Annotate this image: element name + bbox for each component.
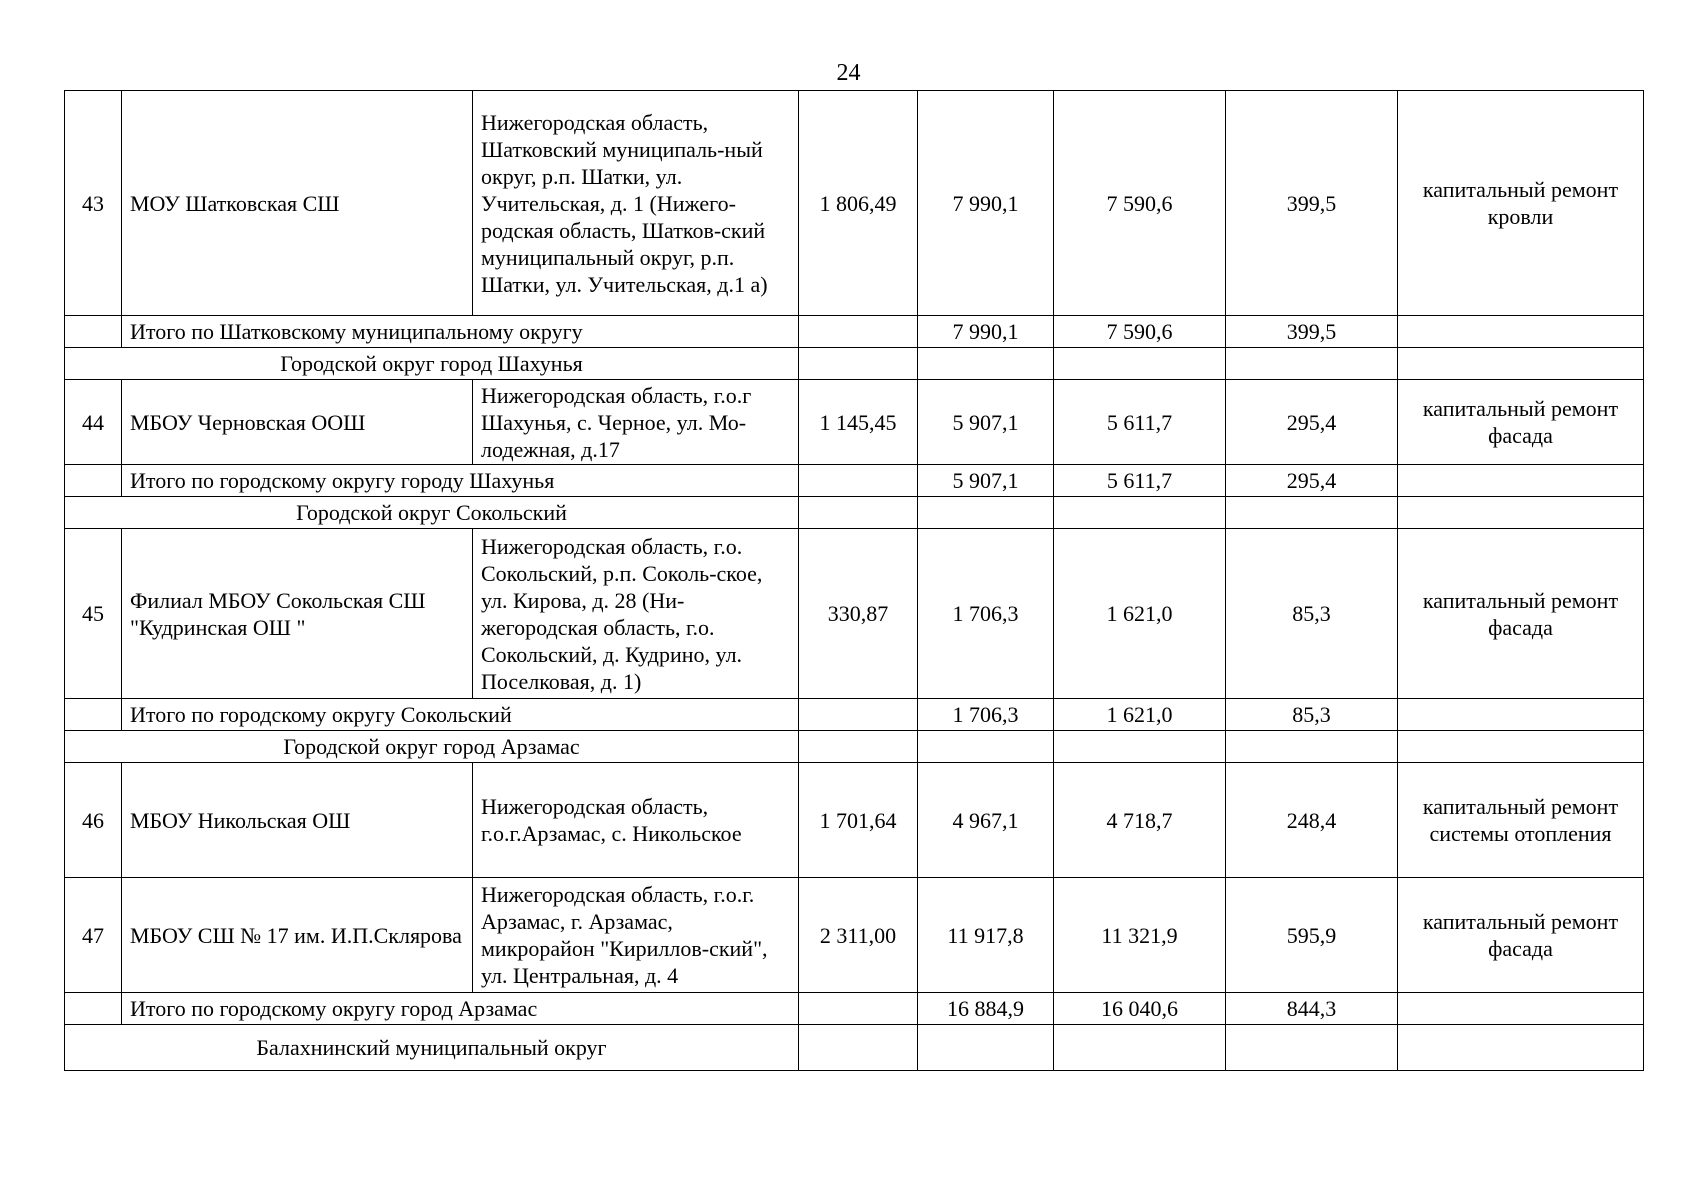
empty-cell [918, 731, 1054, 763]
value-1: 4 718,7 [1054, 763, 1226, 878]
empty-cell [1398, 1025, 1644, 1071]
row-number: 46 [65, 763, 122, 878]
empty-cell [799, 316, 918, 348]
empty-cell [1054, 731, 1226, 763]
area-value: 330,87 [799, 529, 918, 699]
total-value: 1 706,3 [918, 699, 1054, 731]
institution-name: МОУ Шатковская СШ [122, 91, 473, 316]
value-2: 844,3 [1226, 993, 1398, 1025]
value-1: 1 621,0 [1054, 699, 1226, 731]
area-value: 1 806,49 [799, 91, 918, 316]
section-label: Балахнинский муниципальный округ [65, 1025, 799, 1071]
empty-cell [799, 497, 918, 529]
subtotal-row [65, 316, 1644, 348]
value-2: 399,5 [1226, 91, 1398, 316]
section-header-row [65, 497, 1644, 529]
work-type: капитальный ремонт фасада [1398, 380, 1644, 465]
subtotal-label: Итого по городскому округу Сокольский [122, 699, 799, 731]
institution-name: Филиал МБОУ Сокольская СШ "Кудринская ОШ " [122, 529, 473, 699]
section-header-row [65, 731, 1644, 763]
institution-address: Нижегородская область, г.о. Сокольский, р.п. Соколь-ское, ул. Кирова, д. 28 (Ни-жегородская область, г.о. Сокольский, д. Кудрино, ул. Поселковая, д. 1) [473, 529, 799, 699]
value-2: 248,4 [1226, 763, 1398, 878]
value-2: 295,4 [1226, 465, 1398, 497]
empty-cell [1226, 1025, 1398, 1071]
area-value: 1 145,45 [799, 380, 918, 465]
total-value: 5 907,1 [918, 380, 1054, 465]
subtotal-label: Итого по городскому округу городу Шахунья [122, 465, 799, 497]
empty-cell [65, 316, 122, 348]
institution-address: Нижегородская область, г.о.г. Арзамас, г. Арзамас, микрорайон "Кириллов-ский", ул. Центральная, д. 4 [473, 878, 799, 993]
work-type: капитальный ремонт фасада [1398, 878, 1644, 993]
row-number: 44 [65, 380, 122, 465]
empty-cell [918, 348, 1054, 380]
value-1: 1 621,0 [1054, 529, 1226, 699]
section-header-row [65, 1025, 1644, 1071]
empty-cell [799, 993, 918, 1025]
page-number: 24 [836, 60, 861, 86]
empty-cell [799, 699, 918, 731]
empty-cell [1398, 731, 1644, 763]
empty-cell [1398, 497, 1644, 529]
value-1: 7 590,6 [1054, 316, 1226, 348]
empty-cell [65, 465, 122, 497]
empty-cell [918, 1025, 1054, 1071]
total-value: 11 917,8 [918, 878, 1054, 993]
empty-cell [65, 993, 122, 1025]
total-value: 5 907,1 [918, 465, 1054, 497]
empty-cell [918, 497, 1054, 529]
empty-cell [1398, 465, 1644, 497]
table-row [65, 763, 1644, 878]
section-label: Городской округ город Шахунья [65, 348, 799, 380]
value-1: 5 611,7 [1054, 380, 1226, 465]
area-value: 2 311,00 [799, 878, 918, 993]
subtotal-row [65, 699, 1644, 731]
empty-cell [1054, 497, 1226, 529]
empty-cell [65, 699, 122, 731]
work-type: капитальный ремонт фасада [1398, 529, 1644, 699]
value-2: 399,5 [1226, 316, 1398, 348]
empty-cell [1398, 316, 1644, 348]
value-1: 5 611,7 [1054, 465, 1226, 497]
value-1: 7 590,6 [1054, 91, 1226, 316]
table-row [65, 91, 1644, 316]
value-2: 85,3 [1226, 529, 1398, 699]
value-1: 11 321,9 [1054, 878, 1226, 993]
empty-cell [799, 465, 918, 497]
funding-table [64, 90, 1644, 1071]
empty-cell [1054, 1025, 1226, 1071]
empty-cell [1226, 497, 1398, 529]
value-2: 295,4 [1226, 380, 1398, 465]
table-row [65, 878, 1644, 993]
empty-cell [1226, 731, 1398, 763]
table-body [65, 91, 1644, 1071]
subtotal-label: Итого по Шатковскому муниципальному округу [122, 316, 799, 348]
total-value: 16 884,9 [918, 993, 1054, 1025]
value-1: 16 040,6 [1054, 993, 1226, 1025]
empty-cell [799, 731, 918, 763]
institution-address: Нижегородская область, г.о.г Шахунья, с. Черное, ул. Мо-лодежная, д.17 [473, 380, 799, 465]
total-value: 7 990,1 [918, 316, 1054, 348]
institution-address: Нижегородская область, г.о.г.Арзамас, с. Никольское [473, 763, 799, 878]
empty-cell [1398, 993, 1644, 1025]
row-number: 43 [65, 91, 122, 316]
row-number: 45 [65, 529, 122, 699]
empty-cell [1226, 348, 1398, 380]
institution-name: МБОУ СШ № 17 им. И.П.Склярова [122, 878, 473, 993]
empty-cell [1054, 348, 1226, 380]
total-value: 4 967,1 [918, 763, 1054, 878]
value-2: 595,9 [1226, 878, 1398, 993]
subtotal-row [65, 465, 1644, 497]
row-number: 47 [65, 878, 122, 993]
work-type: капитальный ремонт системы отопления [1398, 763, 1644, 878]
empty-cell [1398, 348, 1644, 380]
value-2: 85,3 [1226, 699, 1398, 731]
institution-name: МБОУ Черновская ООШ [122, 380, 473, 465]
total-value: 7 990,1 [918, 91, 1054, 316]
section-label: Городской округ город Арзамас [65, 731, 799, 763]
work-type: капитальный ремонт кровли [1398, 91, 1644, 316]
table-row [65, 529, 1644, 699]
table-row [65, 380, 1644, 465]
total-value: 1 706,3 [918, 529, 1054, 699]
subtotal-label: Итого по городскому округу город Арзамас [122, 993, 799, 1025]
subtotal-row [65, 993, 1644, 1025]
institution-address: Нижегородская область, Шатковский муниципаль-ный округ, р.п. Шатки, ул. Учительская, д. 1 (Нижего-родская область, Шатков-ский муниципальный округ, р.п. Шатки, ул. Учительская, д.1 а) [473, 91, 799, 316]
empty-cell [1398, 699, 1644, 731]
institution-name: МБОУ Никольская ОШ [122, 763, 473, 878]
section-label: Городской округ Сокольский [65, 497, 799, 529]
empty-cell [799, 1025, 918, 1071]
section-header-row [65, 348, 1644, 380]
area-value: 1 701,64 [799, 763, 918, 878]
empty-cell [799, 348, 918, 380]
